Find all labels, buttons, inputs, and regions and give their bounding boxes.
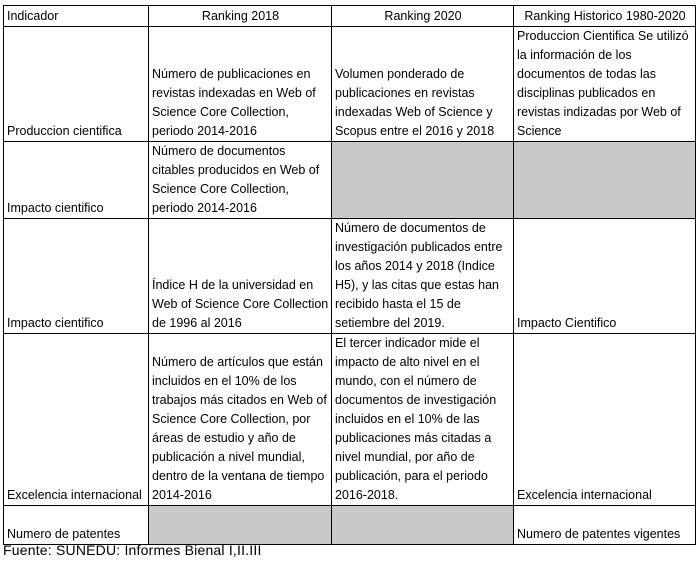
indicador-cell: Numero de patentes	[4, 506, 149, 545]
indicador-cell: Impacto cientifico	[4, 219, 149, 334]
ranking-2018-cell: Número de documentos citables producidos en Web of Science Core Collection, periodo 2014-2016	[149, 142, 332, 219]
table-row	[4, 142, 696, 219]
ranking-historico-cell: Produccion Cientifica Se utilizó la información de los documentos de todas las disciplinas publicados en revistas indizadas por Web of Science	[514, 27, 696, 142]
table-row	[4, 506, 696, 545]
ranking-2020-empty-cell	[332, 506, 514, 545]
ranking-historico-empty-cell	[514, 142, 696, 219]
ranking-2020-cell: Volumen ponderado de publicaciones en revistas indexadas Web of Science y Scopus entre el 2016 y 2018	[332, 27, 514, 142]
indicador-cell: Produccion cientifica	[4, 27, 149, 142]
ranking-2020-cell: El tercer indicador mide el impacto de alto nivel en el mundo, con el número de documentos de investigación incluidos en el 10% de las publicaciones más citadas a nivel mundial, por año de publicación, para el periodo 2016-2018.	[332, 334, 514, 506]
ranking-2018-empty-cell	[149, 506, 332, 545]
header-ranking-2018: Ranking 2018	[149, 6, 332, 27]
ranking-historico-cell: Impacto Cientifico	[514, 219, 696, 334]
ranking-2018-cell: Número de publicaciones en revistas indexadas en Web of Science Core Collection, periodo 2014-2016	[149, 27, 332, 142]
indicador-cell: Excelencia internacional	[4, 334, 149, 506]
ranking-historico-cell: Numero de patentes vigentes	[514, 506, 696, 545]
header-indicador: Indicador	[4, 6, 149, 27]
table-row	[4, 219, 696, 334]
indicador-cell: Impacto cientifico	[4, 142, 149, 219]
source-caption: Fuente: SUNEDU: Informes Bienal I,II.III	[3, 542, 262, 558]
header-ranking-historico: Ranking Historico 1980-2020	[514, 6, 696, 27]
table-row	[4, 27, 696, 142]
ranking-2018-cell: Índice H de la universidad en Web of Science Core Collection de 1996 al 2016	[149, 219, 332, 334]
table-header-row	[4, 6, 696, 27]
ranking-2020-cell: Número de documentos de investigación publicados entre los años 2014 y 2018 (Indice H5), y las citas que estas han recibido hasta el 15 de setiembre del 2019.	[332, 219, 514, 334]
header-ranking-2020: Ranking 2020	[332, 6, 514, 27]
rankings-table	[3, 5, 696, 545]
ranking-2018-cell: Número de artículos que están incluidos en el 10% de los trabajos más citados en Web of Science Core Collection, por áreas de estudio y año de publicación a nivel mundial, dentro de la ventana de tiempo 2014-2016	[149, 334, 332, 506]
ranking-historico-cell: Excelencia internacional	[514, 334, 696, 506]
ranking-2020-empty-cell	[332, 142, 514, 219]
table-row	[4, 334, 696, 506]
